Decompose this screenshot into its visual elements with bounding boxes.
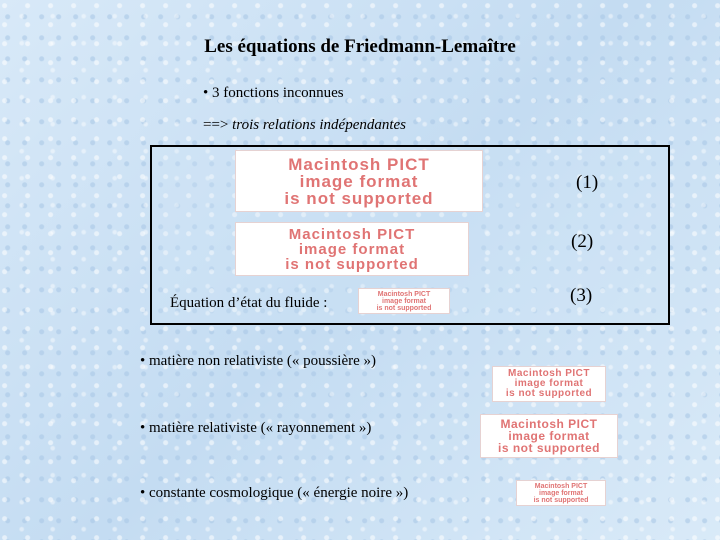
bullet-relations (203, 117, 406, 134)
case-dark-energy: • constante cosmologique (« énergie noire ») (140, 485, 409, 501)
case-dust: • matière non relativiste (« poussière ») (140, 353, 377, 369)
case-dust-image: Macintosh PICT image format is not supported (492, 366, 606, 402)
slide-title: Les équations de Friedmann-Lemaître (204, 36, 516, 57)
equation-3-image: Macintosh PICT image format is not supported (358, 288, 450, 314)
equation-1-image: Macintosh PICT image format is not supported (235, 150, 483, 212)
bullet-unknowns: • 3 fonctions inconnues (203, 85, 344, 101)
equation-2-image: Macintosh PICT image format is not supported (235, 222, 469, 276)
case-radiation-image: Macintosh PICT image format is not supported (480, 414, 618, 458)
equation-number-1: (1) (576, 172, 599, 193)
equation-number-3: (3) (570, 285, 593, 306)
state-equation-label: Équation d’état du fluide : (170, 295, 328, 311)
implies-arrow: ==> (203, 117, 229, 133)
case-radiation: • matière relativiste (« rayonnement ») (140, 420, 372, 436)
relations-text: trois relations indépendantes (232, 117, 407, 133)
equation-number-2: (2) (571, 231, 594, 252)
case-dark-energy-image: Macintosh PICT image format is not supported (516, 480, 606, 506)
